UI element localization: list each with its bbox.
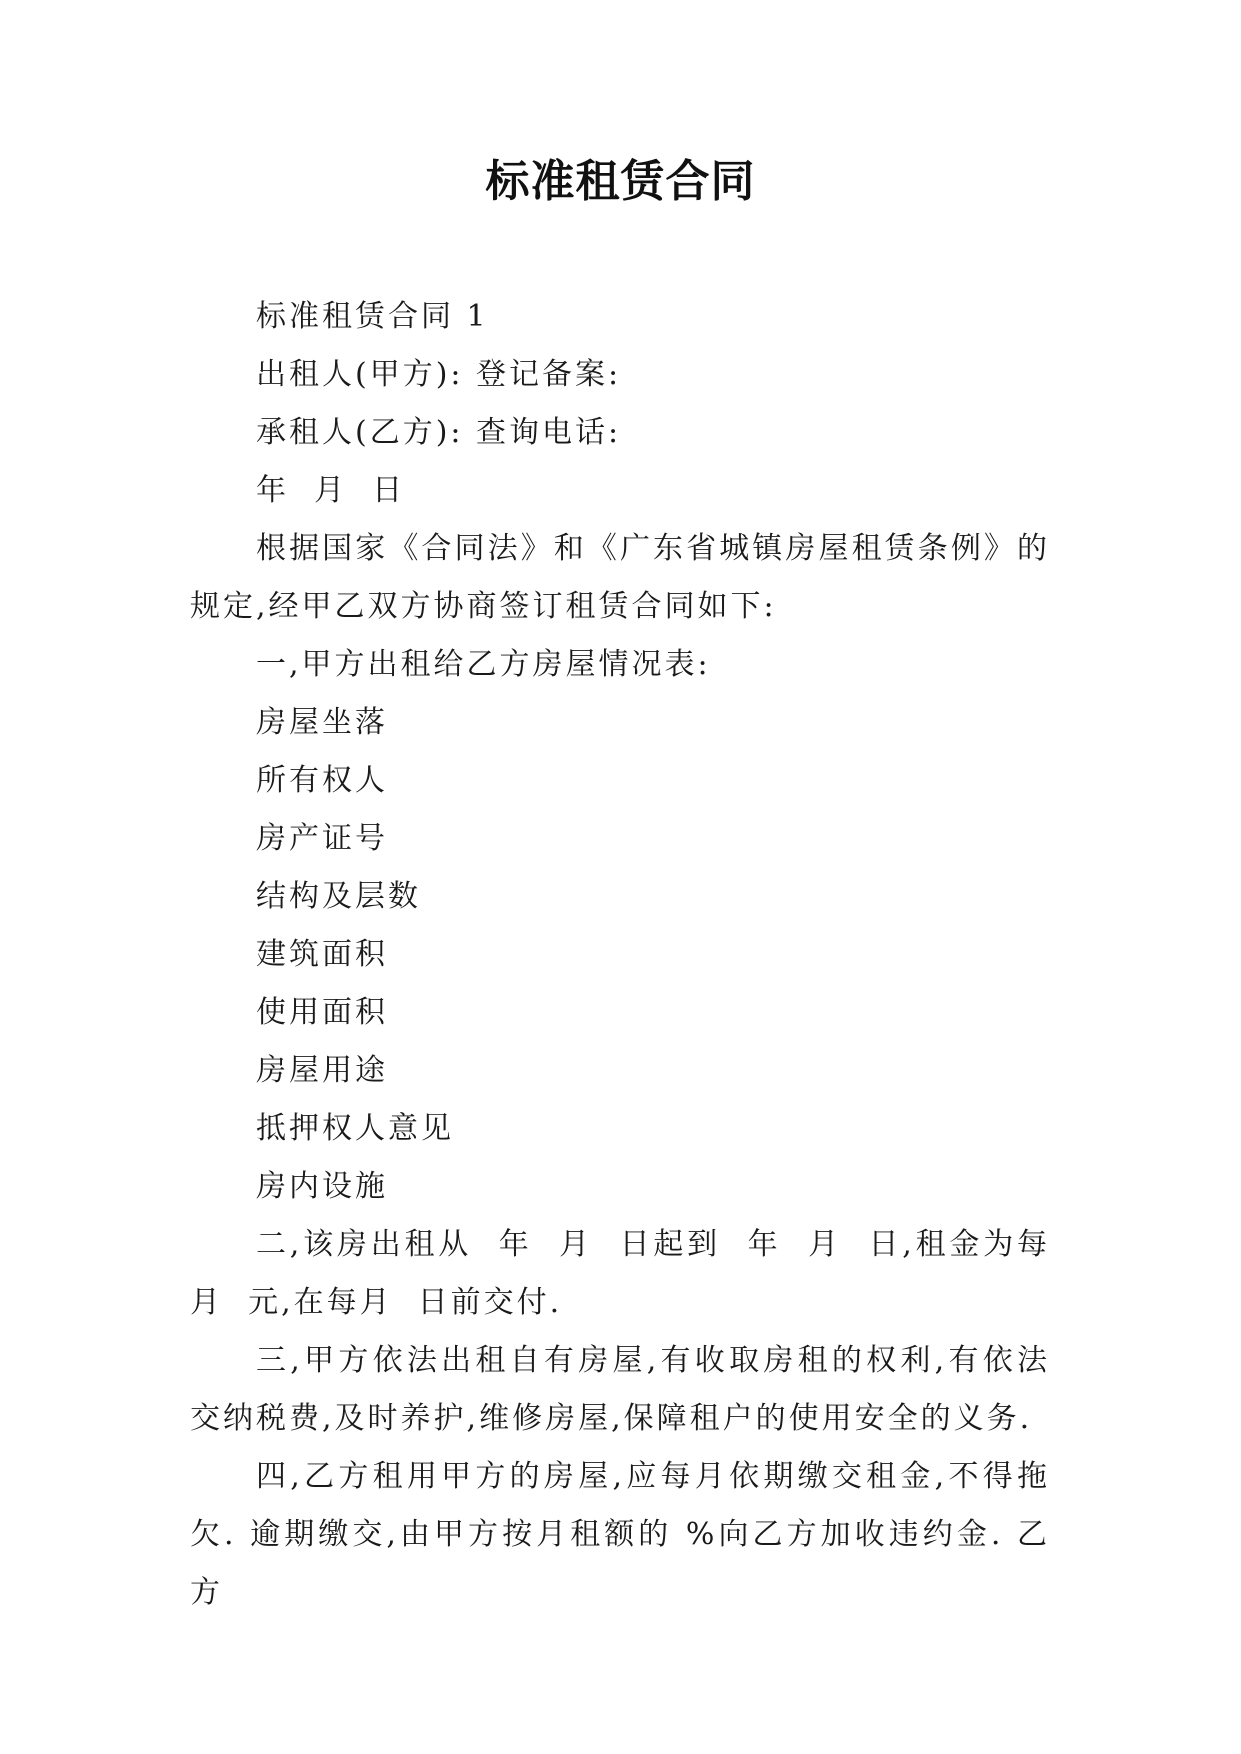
property-field-structure: 结构及层数 bbox=[256, 879, 421, 914]
lessee-line: 承租人(乙方): 查询电话: bbox=[256, 415, 622, 450]
property-field-usable-area: 使用面积 bbox=[256, 995, 388, 1030]
preamble-paragraph: 根据国家《合同法》和《广东省城镇房屋租赁条例》的规定,经甲乙双方协商签订租赁合同如下: bbox=[190, 531, 1050, 624]
document-title: 标准租赁合同 bbox=[485, 156, 756, 207]
document-body bbox=[190, 288, 1050, 1622]
clause-2-paragraph: 二,该房出租从 年 月 日起到 年 月 日,租金为每月 元,在每月 日前交付. bbox=[190, 1227, 1050, 1320]
lessor-line: 出租人(甲方): 登记备案: bbox=[256, 357, 622, 392]
property-field-owner: 所有权人 bbox=[256, 763, 388, 798]
property-field-usage: 房屋用途 bbox=[256, 1053, 388, 1088]
property-field-building-area: 建筑面积 bbox=[256, 937, 388, 972]
property-field-location: 房屋坐落 bbox=[256, 705, 388, 740]
clause-1-heading: 一,甲方出租给乙方房屋情况表: bbox=[256, 647, 711, 682]
property-field-facilities: 房内设施 bbox=[256, 1169, 388, 1204]
property-field-certificate: 房产证号 bbox=[256, 821, 388, 856]
property-field-mortgagee: 抵押权人意见 bbox=[256, 1111, 454, 1146]
date-line: 年 月 日 bbox=[256, 473, 406, 508]
clause-3-paragraph: 三,甲方依法出租自有房屋,有收取房租的权利,有依法交纳税费,及时养护,维修房屋,保障租户的使用安全的义务. bbox=[190, 1343, 1050, 1436]
clause-4-paragraph: 四,乙方租用甲方的房屋,应每月依期缴交租金,不得拖欠. 逾期缴交,由甲方按月租额的 %向乙方加收违约金. 乙方 bbox=[190, 1459, 1050, 1610]
contract-subtitle: 标准租赁合同 1 bbox=[256, 299, 489, 334]
